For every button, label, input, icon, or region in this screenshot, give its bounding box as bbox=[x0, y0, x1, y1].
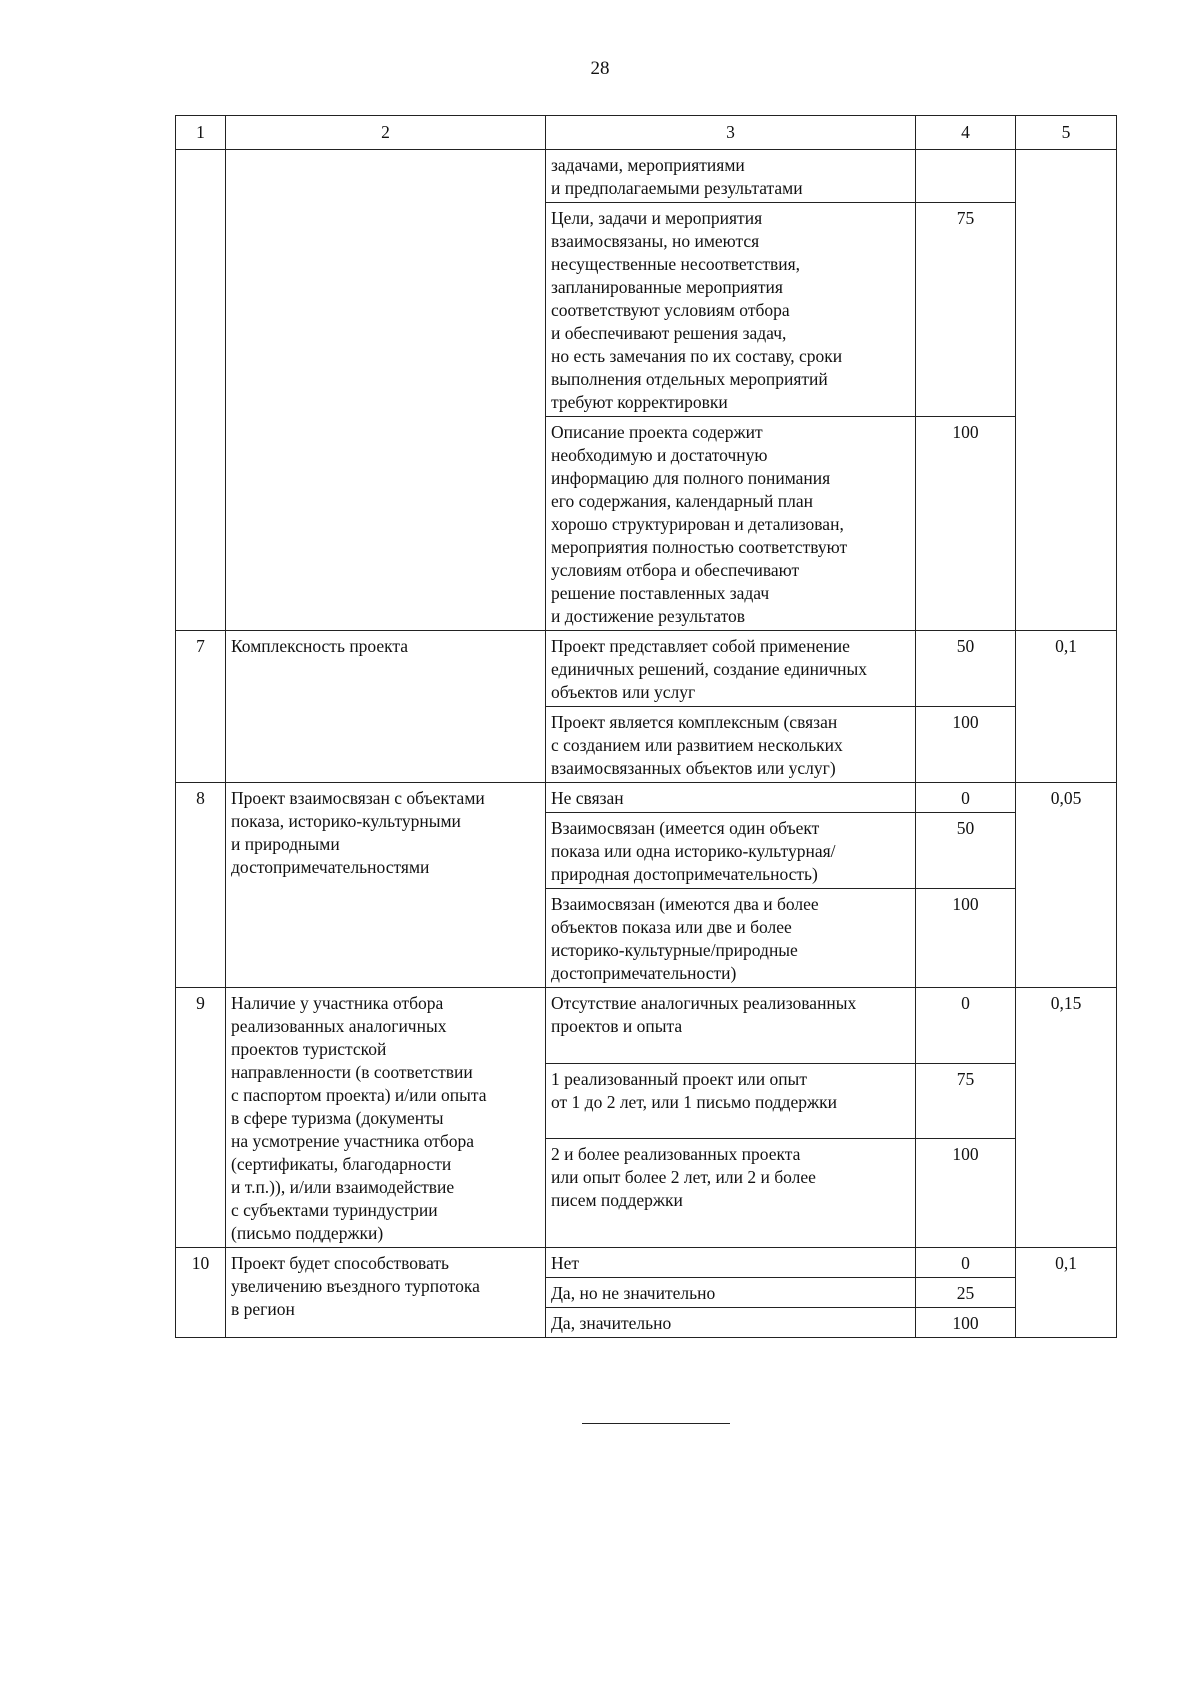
option-text: 2 и более реализованных проекта или опыт более 2 лет, или 2 и более писем поддержки bbox=[546, 1139, 916, 1248]
option-text: Проект представляет собой применение единичных решений, создание единичных объектов или услуг bbox=[546, 631, 916, 707]
column-header: 5 bbox=[1016, 116, 1117, 150]
end-of-document-rule bbox=[582, 1423, 730, 1424]
criterion-weight: 0,05 bbox=[1016, 783, 1117, 988]
criterion-weight bbox=[1016, 150, 1117, 631]
criterion-weight: 0,15 bbox=[1016, 988, 1117, 1248]
criterion-number: 8 bbox=[176, 783, 226, 988]
option-text: Не связан bbox=[546, 783, 916, 813]
criterion-text: Проект взаимосвязан с объектами показа, историко-культурными и природными достопримечательностями bbox=[226, 783, 546, 988]
criterion-weight: 0,1 bbox=[1016, 1248, 1117, 1338]
option-score: 0 bbox=[916, 1248, 1016, 1278]
table-row bbox=[176, 631, 1117, 707]
option-text: Взаимосвязан (имеются два и более объектов показа или две и более историко-культурные/природные достопримечательности) bbox=[546, 889, 916, 988]
option-text: Проект является комплексным (связан с созданием или развитием нескольких взаимосвязанных объектов или услуг) bbox=[546, 707, 916, 783]
option-score: 75 bbox=[916, 203, 1016, 417]
page-number: 28 bbox=[590, 58, 610, 79]
column-header: 2 bbox=[226, 116, 546, 150]
option-score: 75 bbox=[916, 1063, 1016, 1139]
column-header: 3 bbox=[546, 116, 916, 150]
column-header: 1 bbox=[176, 116, 226, 150]
option-score: 100 bbox=[916, 417, 1016, 631]
option-score: 25 bbox=[916, 1278, 1016, 1308]
header-row bbox=[176, 116, 1117, 150]
option-text: Да, но не значительно bbox=[546, 1278, 916, 1308]
option-score: 50 bbox=[916, 813, 1016, 889]
option-score bbox=[916, 150, 1016, 203]
criterion-number bbox=[176, 150, 226, 631]
option-score: 100 bbox=[916, 889, 1016, 988]
option-text: Взаимосвязан (имеется один объект показа или одна историко-культурная/ природная достопримечательность) bbox=[546, 813, 916, 889]
criteria-table bbox=[175, 115, 1117, 1338]
table-row bbox=[176, 783, 1117, 813]
criterion-text bbox=[226, 150, 546, 631]
criterion-text: Наличие у участника отбора реализованных аналогичных проектов туристской направленности (в соответствии с паспортом проекта) и/или опыта в сфере туризма (документы на усмотрение участника отбора (сертификаты, благодарности и т.п.)), и/или взаимодействие с субъектами туриндустрии (письмо поддержки) bbox=[226, 988, 546, 1248]
criterion-text: Проект будет способствовать увеличению въездного турпотока в регион bbox=[226, 1248, 546, 1338]
criterion-number: 9 bbox=[176, 988, 226, 1248]
option-score: 50 bbox=[916, 631, 1016, 707]
option-score: 0 bbox=[916, 783, 1016, 813]
option-text: Отсутствие аналогичных реализованных проектов и опыта bbox=[546, 988, 916, 1064]
criterion-text: Комплексность проекта bbox=[226, 631, 546, 783]
column-header: 4 bbox=[916, 116, 1016, 150]
option-text: 1 реализованный проект или опыт от 1 до 2 лет, или 1 письмо поддержки bbox=[546, 1063, 916, 1139]
option-text: Описание проекта содержит необходимую и достаточную информацию для полного понимания его содержания, календарный план хорошо структурирован и детализован, мероприятия полностью соответствуют условиям отбора и обеспечивают решение поставленных задач и достижение результатов bbox=[546, 417, 916, 631]
option-text: Нет bbox=[546, 1248, 916, 1278]
table-row bbox=[176, 1248, 1117, 1278]
option-score: 0 bbox=[916, 988, 1016, 1064]
criterion-number: 10 bbox=[176, 1248, 226, 1338]
option-score: 100 bbox=[916, 1139, 1016, 1248]
option-text: Да, значительно bbox=[546, 1308, 916, 1338]
option-text: Цели, задачи и мероприятия взаимосвязаны, но имеются несущественные несоответствия, запланированные мероприятия соответствуют условиям отбора и обеспечивают решения задач, но есть замечания по их составу, сроки выполнения отдельных мероприятий требуют корректировки bbox=[546, 203, 916, 417]
option-text: задачами, мероприятиями и предполагаемыми результатами bbox=[546, 150, 916, 203]
table-row bbox=[176, 150, 1117, 203]
option-score: 100 bbox=[916, 707, 1016, 783]
option-score: 100 bbox=[916, 1308, 1016, 1338]
table-row bbox=[176, 988, 1117, 1064]
criterion-weight: 0,1 bbox=[1016, 631, 1117, 783]
criterion-number: 7 bbox=[176, 631, 226, 783]
